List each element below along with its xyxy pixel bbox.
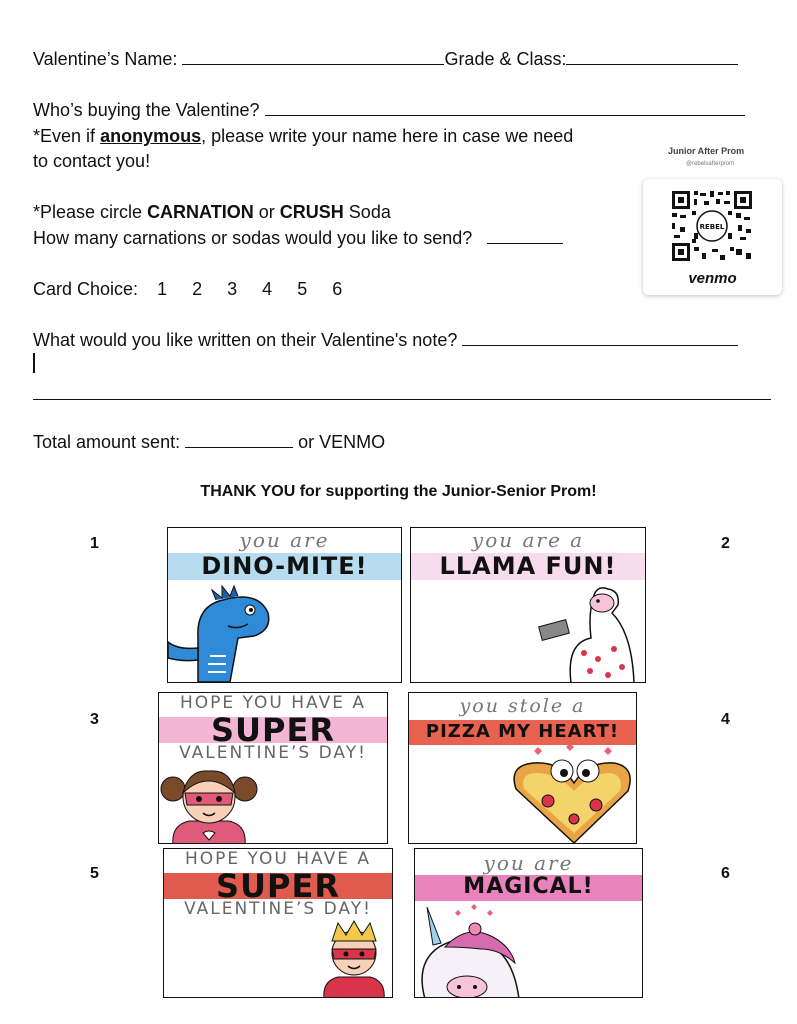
circle-line	[33, 201, 391, 223]
card-2-title: LLAMA FUN!	[439, 552, 617, 580]
or-venmo: or VENMO	[298, 432, 386, 452]
anon-note-line	[33, 125, 573, 147]
unicorn-icon	[415, 903, 555, 998]
card-number-5: 5	[90, 865, 99, 882]
card-3-top: HOPE YOU HAVE A	[180, 693, 366, 713]
valentine-name-label: Valentine’s Name:	[33, 49, 178, 69]
card-5-bottom: VALENTINE’S DAY!	[184, 899, 372, 919]
venmo-handle: @rebelsafterprom	[686, 161, 735, 167]
card-1-script: you are	[239, 528, 330, 552]
how-many-line	[33, 227, 563, 249]
card-5-top: HOPE YOU HAVE A	[185, 849, 371, 869]
grade-class-blank[interactable]	[566, 48, 738, 65]
card-choice-2[interactable]: 2	[192, 279, 203, 299]
card-6-title: MAGICAL!	[463, 874, 594, 899]
card-3-bottom: VALENTINE’S DAY!	[179, 743, 367, 763]
card-super-boy[interactable]	[163, 848, 393, 998]
buyer-blank[interactable]	[265, 99, 745, 116]
card-dino-mite[interactable]	[167, 527, 402, 683]
qr-center-text: REBEL	[699, 223, 725, 231]
card-5-title: SUPER	[216, 867, 340, 905]
or-word: or	[258, 202, 275, 222]
card-3-title: SUPER	[211, 711, 335, 749]
card-number-2: 2	[721, 535, 730, 552]
card-number-4: 4	[721, 711, 730, 728]
dinosaur-icon	[168, 578, 298, 682]
anon-note-suffix: , please write your name here in case we need	[201, 126, 574, 146]
valentine-name-blank[interactable]	[182, 48, 444, 65]
card-choice-label: Card Choice:	[33, 279, 139, 299]
venmo-brand: venmo	[688, 270, 737, 287]
note-blank-line2[interactable]	[33, 399, 771, 400]
card-llama-fun[interactable]	[410, 527, 646, 683]
buyer-label: Who’s buying the Valentine?	[33, 100, 260, 120]
card-4-title: PIZZA MY HEART!	[425, 721, 620, 742]
anon-note-prefix: *Even if	[33, 126, 96, 146]
card-super-girl[interactable]	[158, 692, 388, 844]
card-choice-line	[33, 278, 342, 300]
venmo-title: Junior After Prom	[668, 146, 745, 156]
card-1-title: DINO-MITE!	[201, 552, 368, 580]
card-choice-5[interactable]: 5	[297, 279, 308, 299]
total-label: Total amount sent:	[33, 432, 181, 452]
circle-prefix: *Please circle	[33, 202, 143, 222]
note-blank[interactable]	[462, 329, 738, 346]
card-4-script: you stole a	[459, 695, 586, 717]
card-2-script: you are a	[471, 528, 585, 552]
llama-icon	[536, 583, 646, 683]
venmo-qr-card[interactable]	[643, 179, 782, 295]
card-number-1: 1	[90, 535, 99, 552]
card-choice-6[interactable]: 6	[332, 279, 343, 299]
card-number-6: 6	[721, 865, 730, 882]
total-blank[interactable]	[185, 431, 293, 448]
carnation-option[interactable]: CARNATION	[147, 202, 254, 222]
buyer-line	[33, 99, 745, 121]
superhero-girl-icon	[159, 763, 259, 844]
card-number-3: 3	[90, 711, 99, 728]
quantity-blank[interactable]	[487, 227, 563, 244]
how-many-label: How many carnations or sodas would you like to send?	[33, 228, 473, 248]
grade-class-label: Grade & Class:	[444, 49, 567, 69]
card-6-script: you are	[483, 851, 574, 875]
anon-word: anonymous	[100, 126, 202, 146]
superhero-boy-icon	[314, 919, 393, 998]
card-choice-4[interactable]: 4	[262, 279, 273, 299]
qr-code-icon[interactable]	[670, 189, 754, 263]
anon-note-line2: to contact you!	[33, 151, 151, 171]
valentine-name-line	[33, 48, 738, 70]
soda-word: Soda	[348, 202, 391, 222]
card-magical[interactable]	[414, 848, 643, 998]
pizza-heart-icon	[504, 745, 637, 844]
card-choice-3[interactable]: 3	[227, 279, 238, 299]
card-pizza-heart[interactable]	[408, 692, 637, 844]
note-line	[33, 329, 738, 351]
total-line	[33, 431, 385, 453]
crush-option[interactable]: CRUSH	[279, 202, 344, 222]
card-choice-1[interactable]: 1	[157, 279, 168, 299]
thanks-heading: THANK YOU for supporting the Junior-Senior Prom!	[200, 483, 597, 500]
text-cursor	[33, 353, 35, 373]
note-label: What would you like written on their Valentine's note?	[33, 330, 458, 350]
